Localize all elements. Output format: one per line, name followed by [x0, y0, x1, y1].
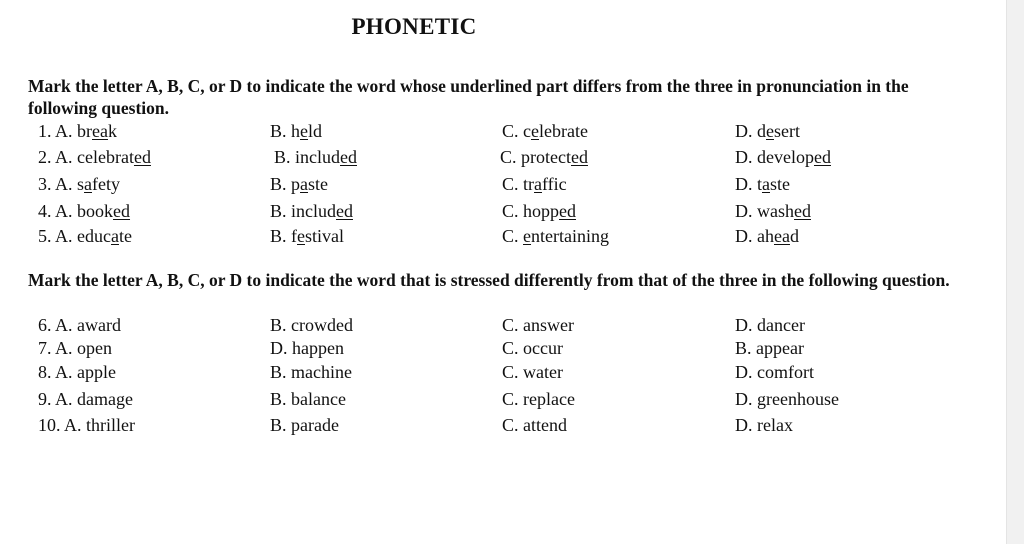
option-d: D. developed	[735, 147, 831, 167]
question-row	[0, 224, 1000, 248]
option-c: C. water	[502, 362, 563, 382]
option-d: D. taste	[735, 174, 790, 194]
option-c: C. occur	[502, 338, 563, 358]
option-d: D. dancer	[735, 315, 805, 335]
page-title: PHONETIC	[351, 14, 477, 39]
question-row	[0, 172, 1000, 196]
option-d: D. washed	[735, 201, 811, 221]
option-c: C. answer	[502, 315, 574, 335]
option-b: B. festival	[270, 226, 344, 246]
question-row	[0, 145, 1000, 169]
question-row	[0, 413, 1000, 437]
question-row	[0, 313, 1000, 337]
option-c: C. protected	[500, 147, 588, 167]
question-row	[0, 360, 1000, 384]
option-a: 3. A. safety	[38, 174, 120, 194]
option-a: 6. A. award	[38, 315, 121, 335]
option-c: C. hopped	[502, 201, 577, 221]
pronunciation-instruction: Mark the letter A, B, C, or D to indicate the word whose underlined part differs from the three in pronunciation in the following question.	[28, 76, 909, 118]
option-a: 10. A. thriller	[38, 415, 135, 435]
option-a: 2. A. celebrated	[38, 147, 151, 167]
option-a: 4. A. booked	[38, 201, 131, 221]
option-a: 7. A. open	[38, 338, 112, 358]
question-row	[0, 387, 1000, 411]
question-row	[0, 199, 1000, 223]
stress-instruction: Mark the letter A, B, C, or D to indicate the word that is stressed differently from that of the three in the following question.	[28, 270, 950, 290]
option-c: C. traffic	[502, 174, 567, 194]
option-d: D. greenhouse	[735, 389, 839, 409]
option-c: C. entertaining	[502, 226, 609, 246]
option-c: C. celebrate	[502, 121, 588, 141]
option-d: D. comfort	[735, 362, 814, 382]
option-b: B. paste	[270, 174, 329, 194]
option-d: D. ahead	[735, 226, 799, 246]
option-d: B. appear	[735, 338, 804, 358]
option-b: B. parade	[270, 415, 339, 435]
option-a: 5. A. educate	[38, 226, 132, 246]
page-edge-strip	[1006, 0, 1024, 544]
option-b: B. held	[270, 121, 323, 141]
option-c: C. attend	[502, 415, 567, 435]
option-a: 9. A. damage	[38, 389, 133, 409]
question-row	[0, 119, 1000, 143]
option-b: D. happen	[270, 338, 344, 358]
option-b: B. balance	[270, 389, 346, 409]
option-b: B. included	[270, 201, 353, 221]
question-row	[0, 336, 1000, 360]
option-a: 8. A. apple	[38, 362, 116, 382]
option-d: D. relax	[735, 415, 793, 435]
option-d: D. desert	[735, 121, 800, 141]
option-a: 1. A. break	[38, 121, 117, 141]
option-c: C. replace	[502, 389, 575, 409]
option-b: B. machine	[270, 362, 352, 382]
option-b: B. crowded	[270, 315, 353, 335]
option-b: B. included	[274, 147, 357, 167]
